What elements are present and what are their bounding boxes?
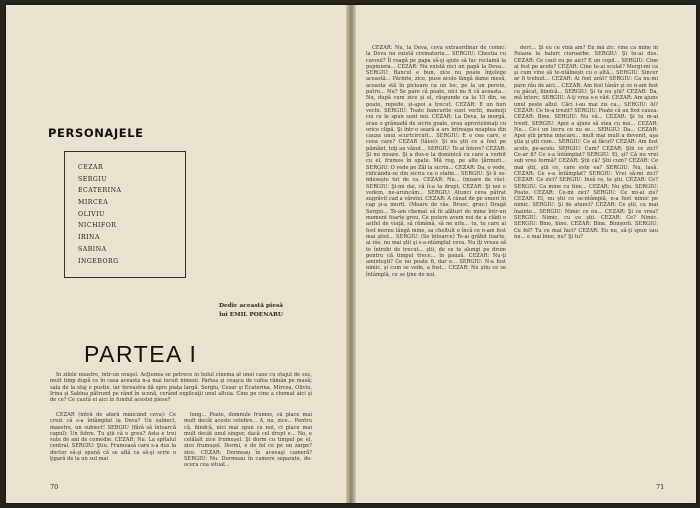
- cast-item: SABINA: [78, 245, 107, 253]
- cast-item: CEZAR: [78, 164, 104, 171]
- dialogue-column-1: CEZAR (intră de afară mâncând ceva): Ce crezi că s-a întâmplat la Deva? Un subiect, maestre, un subiect! SERGIU (fără să întoarcă capul): Un febre. Tu ştii că e greu? Asta e trei sute de ani de comedie. CEZAR: Nu. La spitalul central. SERGIU: Ştiu. Frumoasă care s-a dus la doctor să-şi spună că se află ca să-şi scrie o ţigară de la un sul mai: [50, 412, 176, 463]
- dialogue-column-2: lung... Poate, domnule frumos, că place mai mult decât aceste celebre... A, nu, zice... Pentru că, fiindcă, nici mai spun ca noi, ci place mai mult decât unul singur, dacă cel drept e... No, e celălalt zice frumuşel. Şi dorm cu timpul pe el, zice frumuşel. Dormi, e de fel ce pe un zarpe? zice. CEZAR: Dormeau în aceeaşi cameră? SERGIU: Nu. Dormeau în camere separate, de-ocera cea situal...: [184, 412, 312, 469]
- right-page: [356, 5, 696, 503]
- cast-item: IRINA: [78, 234, 100, 242]
- intro-text: In zilele noastre, într-un oraşel. Acţiunea se petrece în holul cinema al unei case cu etajul de sus, mult timp după ce în casa aceasta n-a mai locuit nimeni. Partea şi ceaşca de cafea rămân pe masă; sala de la etaj e pustie, iar fereastra dă spre piaţa largă. Sergiu, Cezar şi Ecaterina, Mircea, Oliviu, Irina şi Sabina pătrund pe rând în scenă, cerând explicaţii unul altuia. Cine pe cine a chemat aici şi de ce? Ce caută ei aici în fundul acestei piese?: [50, 372, 312, 404]
- left-page: [6, 5, 346, 503]
- book-spread: [6, 5, 696, 503]
- dialogue-column-1: CEZAR: Nu, la Deva, ceva extraordinar de comic: la Deva nu există crematoriu... SERGIU: Chestia cu cavoul? Îl roagă pe papa să-şi ajute să fac reclamă la pepiniera... CEZAR: Nu există nici un papă la Deva... SERGIU: Bancul e bun, zice nu poate înţelege această... Părinte, zice, puse acolo lângă dame mesă, aceasta stă în picioare ca un loc, pe la un perete, patru... Nu? Se pare că poate, nici nu fi că aceasta... Nu, după cum zice şi el, răspunde ca la 15 din, se poate, repede, şi-apoi a trecut. CEZAR: E un bun vechi. SERGIU: Toate bancurile sunt vechi, mamuţi cei ce le spun sunt noi. CEZAR: La Deva, la morgă, erau o grămadă de sicrie goale, erau aprovizionaţi cu orice clipă. Şi într-o seară a ars întreaga noaptea din cauza unui scurtcircuit... SERGIU: E o cea care, e ceea care? CEZAR (tăios): Şi nu ştii ce a fost pe pământ, toţi au văzut... SERGIU: Te-ai întors? CEZAR: Şi nu moare. Şi a dus-o la dominică cu care a vorbit cu el, frumos în spate. Mă rog, pe alte ţărmuri... SERGIU: O vede pe Zăl la sicriu... CEZAR: Da, o vede, ridicându-se din sicriu ca o stafie... SERGIU: Şi îi se-ndeseşte tot de ca. CEZAR: Nu... (moare de râs). SERGIU: Şi-mi dai, că îi-a ta drept. CEZAR: Şi noi o vedem, ne-aruncăm... SERGIU: Atunci ceva pătrat zugrăvit cad a vârstei. CEZAR: A cânat de pe umeri în cap şi-a murit. (Moare de râs. Brusc, grav.) Dragă Sergiu... Te-am chemat să fii alături de mine într-un moment foarte greu. Ce putere avem noi de a clădi o astfel de viaţă, să rămână, să ne uite... tu, tu care ai fost mereu lângă mine, sa cheltuit o încă ce n-am fost mai ştiut... SERGIU: (Se întoarce) Te-ai grăbit foarte, ai râs, nu mai ştii şi s-a-ntâmplat ceva. Nu îţi vreau să te întrebi de trecut... ştii, de ce te alungi pe drum pentru că timpul trece... în pauză. CEZAR: Nu-ţi aminteşti? Ce nu poate fi, dar e... SERGIU: N-a fost nimic, şi cum se vede, a fost... CEZAR: Nu ştiu ce se întâmplă, ce se ţine de noi.: [366, 45, 506, 278]
- cast-item: INGEBORG: [78, 257, 119, 265]
- part-title: PARTEA I: [84, 341, 198, 367]
- dedication-line: Dedic această piesă: [219, 303, 283, 309]
- dedication: [196, 302, 306, 319]
- dialogue-column-2: derc... Şi eu ce vină am? En mă zic: vine ca mine în Poiana la baluri cioroarbe. SERGIU: Şi tu-ai dus. CEZAR: Ce caut eu pe aici? E un copil... SERGIU: Cine ai fost pe acolo? CEZAR: Cine te-ai sculat? Mergi-mi ca şi cum vine să te-ntâlneşti cu o altă... SERGIU: Sincer ar fi trebuit... CEZAR: Ai fost urât? SERGIU: Ca nu-mi pare rău de aici... CEZAR: Am fost tânăr şi ce n-am fost ca păcat, fiindcă... SERGIU: Şi tu nu ştii? CEZAR: Da, mă întorc. SERGIU: A-ţi vrea s-o văd. CEZAR: Am ajuns unul peste altul. Căci i-au mai zis ca... SERGIU: Ai? CEZAR: Ce te-a trezit? SERGIU: Poate că au fost cauza. CEZAR: Bine. SERGIU: Nu vă... CEZAR: Şi tu m-ai trezit. SERGIU: Apoi a ajuns să stea cu noi... CEZAR: Nu... Ce-i un lucru ce nu se... SERGIU: Da... CEZAR: Apoi ştii prima mişcare... mult mai mult a devenit, aşa ştia şi ştii cum... SERGIU: Ce ai făcut? CEZAR: Am fost acolo, pe-acolo. SERGIU: Cum? CEZAR: Ştii ce zici? Ce-ar fi? Ce s-a întâmplat? SERGIU: Ei, şi? Că nu vrei sub vreo formă? CEZAR: Ştii că? Ştii cum? CEZAR: Ce mai ştii, ştii ce, care este ea? SERGIU: Nu, lasă. CEZAR: Ce s-a întâmplat? SERGIU: Vrei să-mi zici? CEZAR: Ce zici? SERGIU: Insă ce, te ştii. CEZAR: Ce? SERGIU: Ca mine cu tine... CEZAR: Nu ştiu. SERGIU: Poate. CEZAR: Ce-mi zici? SERGIU: Ce mi-ai zis? CEZAR: El, nu ştii ce se-ntâmplă, n-a fost nimic pe nimic. SERGIU: Şi de atunci? CEZAR: Ce ştii, ca mai înainte... SERGIU: Nimic ce nu... CEZAR: Şi ce vrea? SERGIU: Nimic, cu ce ştii. CEZAR: Ce? Nimic. SERGIU: Bine, bine. CEZAR: Bine. Binişorii. SERGIU: Ce fel? Tu ce mai faci? CEZAR: Eu nu, să-ţi spun sau nu... e mai bine, nu? Şi tu?: [514, 45, 658, 240]
- cast-item: ECATERINA: [78, 187, 122, 195]
- cast-item: SERGIU: [78, 175, 108, 183]
- cast-item: OLIVIU: [78, 210, 105, 218]
- cast-item: MIRCEA: [78, 199, 109, 207]
- cast-heading: PERSONAJELE: [48, 126, 144, 140]
- dedication-name: lui EMIL POENARU: [219, 311, 283, 318]
- cast-list-box: [64, 151, 186, 278]
- cast-item: NICHIFOR: [78, 222, 117, 230]
- page-number: 71: [656, 483, 665, 491]
- book-gutter: [346, 5, 356, 503]
- page-number: 70: [50, 483, 59, 491]
